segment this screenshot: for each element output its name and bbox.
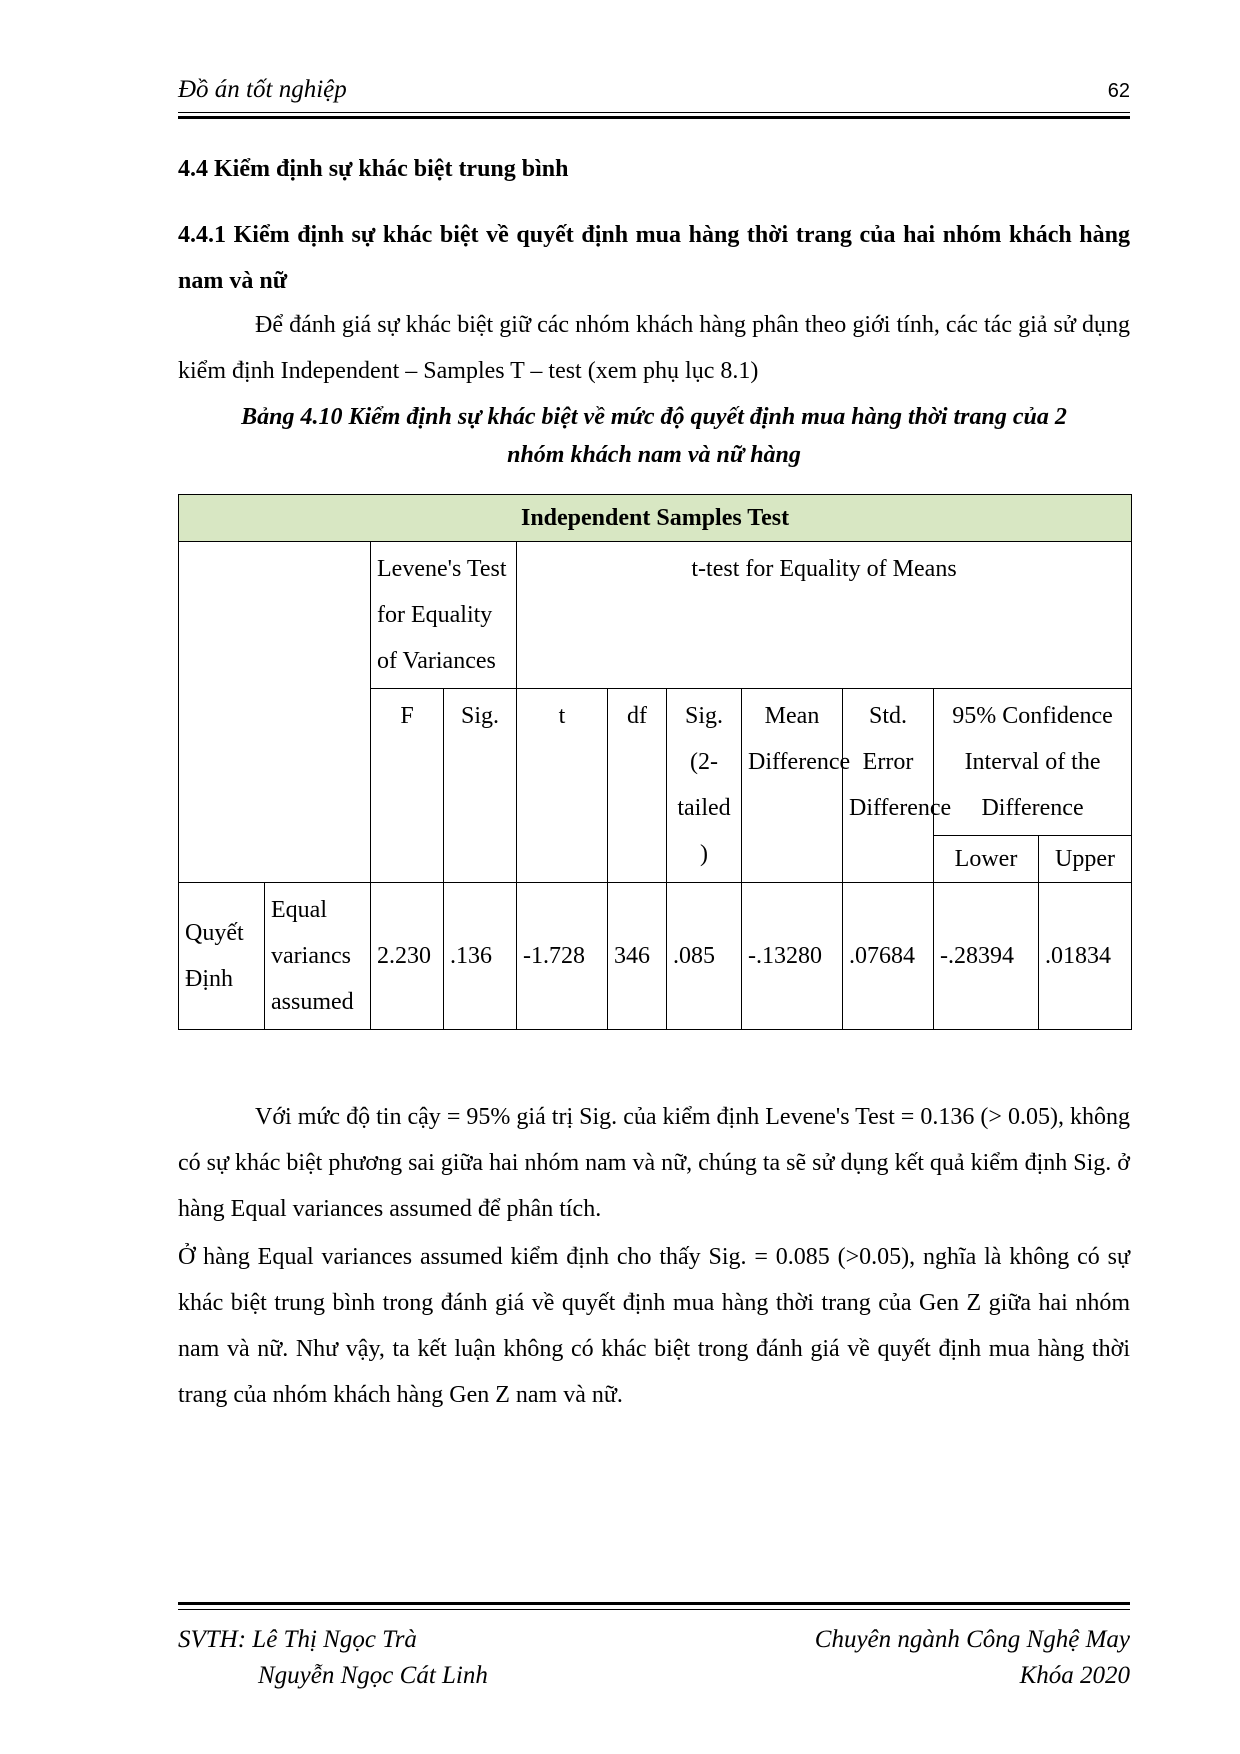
col-header-lower: Lower <box>934 836 1039 883</box>
col-header-mean-difference: Mean Difference <box>742 689 843 883</box>
caption-line-2: nhóm khách nam và nữ hàng <box>507 442 801 468</box>
header-rule-thick <box>178 116 1130 119</box>
table-corner-cell <box>179 542 371 883</box>
cell-sig: .136 <box>444 883 517 1030</box>
levene-header: Levene's Test for Equality of Variances <box>371 542 517 689</box>
cell-mean-difference: -.13280 <box>742 883 843 1030</box>
col-header-sig-2-tailed: Sig. (2-tailed ) <box>667 689 742 883</box>
independent-samples-test-table <box>178 494 1132 1030</box>
header-rule-thin <box>178 112 1130 113</box>
col-header-sig: Sig. <box>444 689 517 883</box>
footer-author-2: Nguyễn Ngọc Cát Linh <box>258 1662 488 1689</box>
analysis-paragraph-2: Ở hàng Equal variances assumed kiểm định cho thấy Sig. = 0.085 (>0.05), nghĩa là không có sự khác biệt trung bình trong đánh giá về quyết định mua hàng thời trang của Gen Z giữa hai nhóm nam và nữ. Như vậy, ta kết luận không có khác biệt trong đánh giá về quyết định mua hàng thời trang của nhóm khách hàng Gen Z nam và nữ. <box>178 1244 1130 1408</box>
cell-t: -1.728 <box>517 883 608 1030</box>
cell-upper: .01834 <box>1039 883 1132 1030</box>
cell-lower: -.28394 <box>934 883 1039 1030</box>
cell-df: 346 <box>608 883 667 1030</box>
footer-major: Chuyên ngành Công Nghệ May <box>814 1626 1130 1653</box>
intro-paragraph: Để đánh giá sự khác biệt giữ các nhóm khách hàng phân theo giới tính, các tác giả sử dụng kiểm định Independent – Samples T – test (xem phụ lục 8.1) <box>178 312 1130 384</box>
col-header-f: F <box>371 689 444 883</box>
document-title: Đồ án tốt nghiệp <box>178 76 347 103</box>
page-header <box>178 74 1130 110</box>
footer-rule-thick <box>178 1602 1130 1605</box>
row-label: Quyết Định <box>179 883 265 1030</box>
analysis-paragraph-1: Với mức độ tin cậy = 95% giá trị Sig. của kiểm định Levene's Test = 0.136 (> 0.05), không có sự khác biệt phương sai giữa hai nhóm nam và nữ, chúng ta sẽ sử dụng kết quả kiểm định Sig. ở hàng Equal variances assumed để phân tích. <box>178 1104 1130 1222</box>
ttest-header: t-test for Equality of Means <box>517 542 1132 689</box>
cell-sig-2-tailed: .085 <box>667 883 742 1030</box>
row-sublabel: Equal variancs assumed <box>265 883 371 1030</box>
table-title: Independent Samples Test <box>179 495 1132 542</box>
col-header-upper: Upper <box>1039 836 1132 883</box>
cell-f: 2.230 <box>371 883 444 1030</box>
caption-line-1: Bảng 4.10 Kiểm định sự khác biệt về mức độ quyết định mua hàng thời trang của 2 <box>241 404 1067 430</box>
footer-author-1: SVTH: Lê Thị Ngọc Trà <box>178 1626 417 1653</box>
cell-std-error: .07684 <box>843 883 934 1030</box>
page-number: 62 <box>1107 80 1130 102</box>
section-title: 4.4 Kiểm định sự khác biệt trung bình <box>178 156 569 182</box>
col-header-t: t <box>517 689 608 883</box>
footer-rule-thin <box>178 1609 1130 1610</box>
col-header-confidence-interval: 95% Confidence Interval of the Difference <box>934 689 1132 836</box>
col-header-df: df <box>608 689 667 883</box>
col-header-std-error: Std. Error Difference <box>843 689 934 883</box>
subsection-title: 4.4.1 Kiểm định sự khác biệt về quyết định mua hàng thời trang của hai nhóm khách hàng nam và nữ <box>178 222 1130 294</box>
footer-cohort: Khóa 2020 <box>1019 1662 1130 1689</box>
table-caption <box>178 398 1130 474</box>
